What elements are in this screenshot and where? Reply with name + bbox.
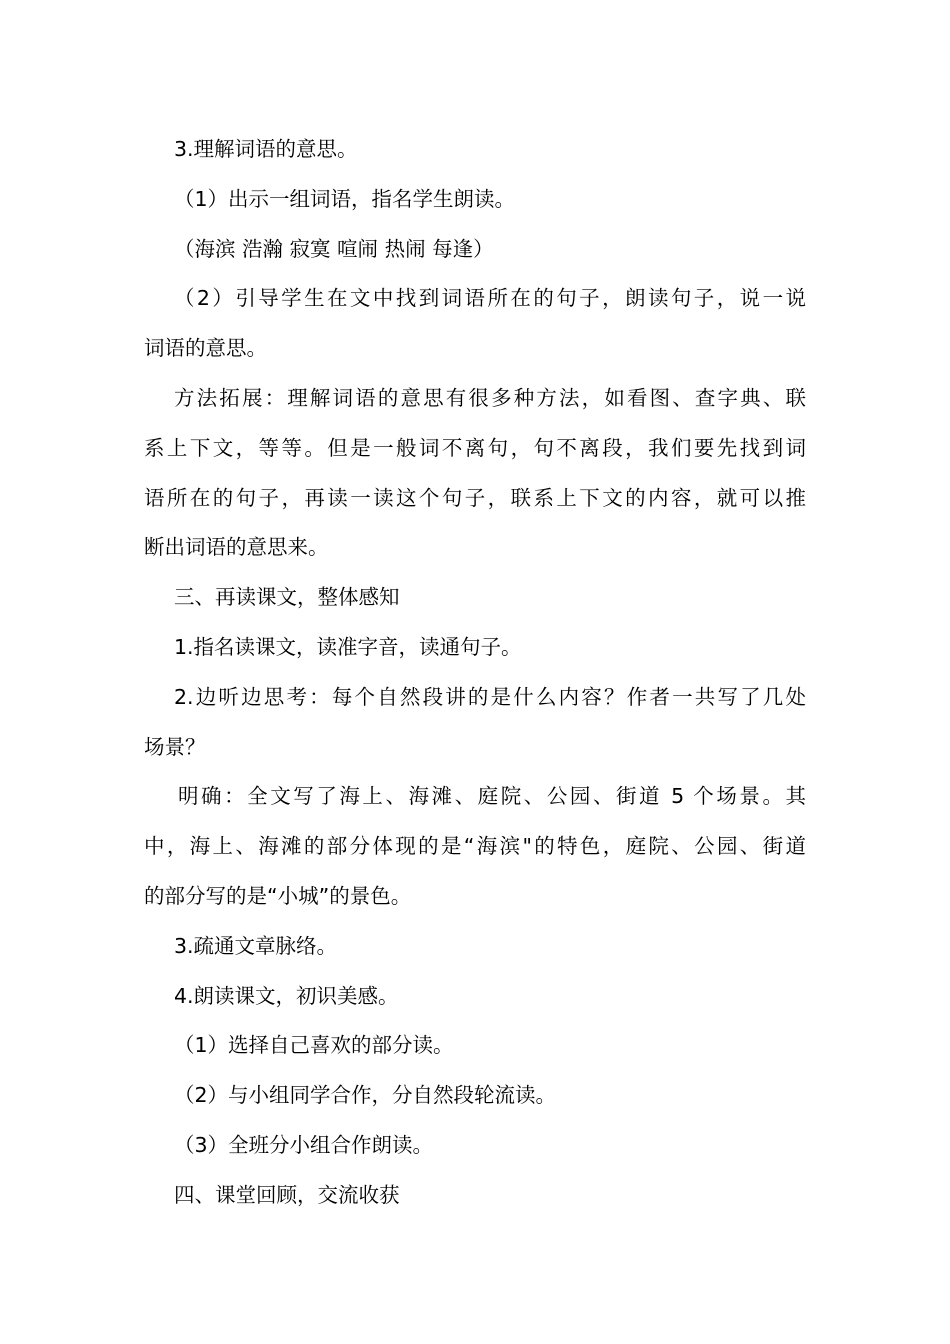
paragraph-step-2-line-2: 词语的意思。 — [144, 336, 267, 361]
paragraph-listen-line-2: 场景？ — [144, 734, 206, 759]
paragraph-structure: 3.疏通文章脉络。 — [174, 933, 338, 958]
section-heading-reread: 三、再读课文，整体感知 — [174, 585, 400, 610]
paragraph-clarify — [144, 772, 806, 921]
paragraph-method-line-3: 语所在的句子，再读一读这个句子，联系上下文的内容，就可以推 — [144, 485, 806, 510]
paragraph-read-favorite: （1）选择自己喜欢的部分读。 — [174, 1033, 454, 1058]
paragraph-method-line-1: 方法拓展：理解词语的意思有很多种方法，如看图、查字典、联 — [174, 385, 806, 410]
paragraph-method-line-4: 断出词语的意思来。 — [144, 535, 329, 560]
paragraph-group-read: （2）与小组同学合作，分自然段轮流读。 — [174, 1083, 557, 1108]
paragraph-listen-think — [144, 673, 806, 773]
paragraph-word-list: （海滨 浩瀚 寂寞 喧闹 热闹 每逢） — [174, 236, 494, 261]
paragraph-method-extension — [144, 374, 806, 573]
paragraph-clarify-line-3: 的部分写的是“小城”的景色。 — [144, 883, 412, 908]
paragraph-class-read: （3）全班分小组合作朗读。 — [174, 1132, 434, 1157]
paragraph-step-2-line-1: （2）引导学生在文中找到词语所在的句子，朗读句子，说一说 — [174, 286, 806, 311]
paragraph-clarify-line-1: 明确：全文写了海上、海滩、庭院、公园、街道 5 个场景。其 — [178, 784, 806, 809]
paragraph-read-beauty: 4.朗读课文，初识美感。 — [174, 983, 399, 1008]
paragraph-understand-words: 3.理解词语的意思。 — [174, 137, 358, 161]
paragraph-step-2 — [144, 274, 806, 374]
paragraph-method-line-2: 系上下文，等等。但是一般词不离句，句不离段，我们要先找到词 — [144, 435, 806, 460]
section-heading-review: 四、课堂回顾，交流收获 — [174, 1182, 400, 1207]
paragraph-step-1: （1）出示一组词语，指名学生朗读。 — [174, 186, 516, 211]
paragraph-listen-line-1: 2.边听边思考：每个自然段讲的是什么内容？作者一共写了几处 — [174, 684, 806, 709]
paragraph-read-aloud: 1.指名读课文，读准字音，读通句子。 — [174, 634, 522, 659]
document-page — [144, 125, 806, 1221]
paragraph-clarify-line-2: 中，海上、海滩的部分体现的是“海滨"的特色，庭院、公园、街道 — [144, 834, 806, 859]
